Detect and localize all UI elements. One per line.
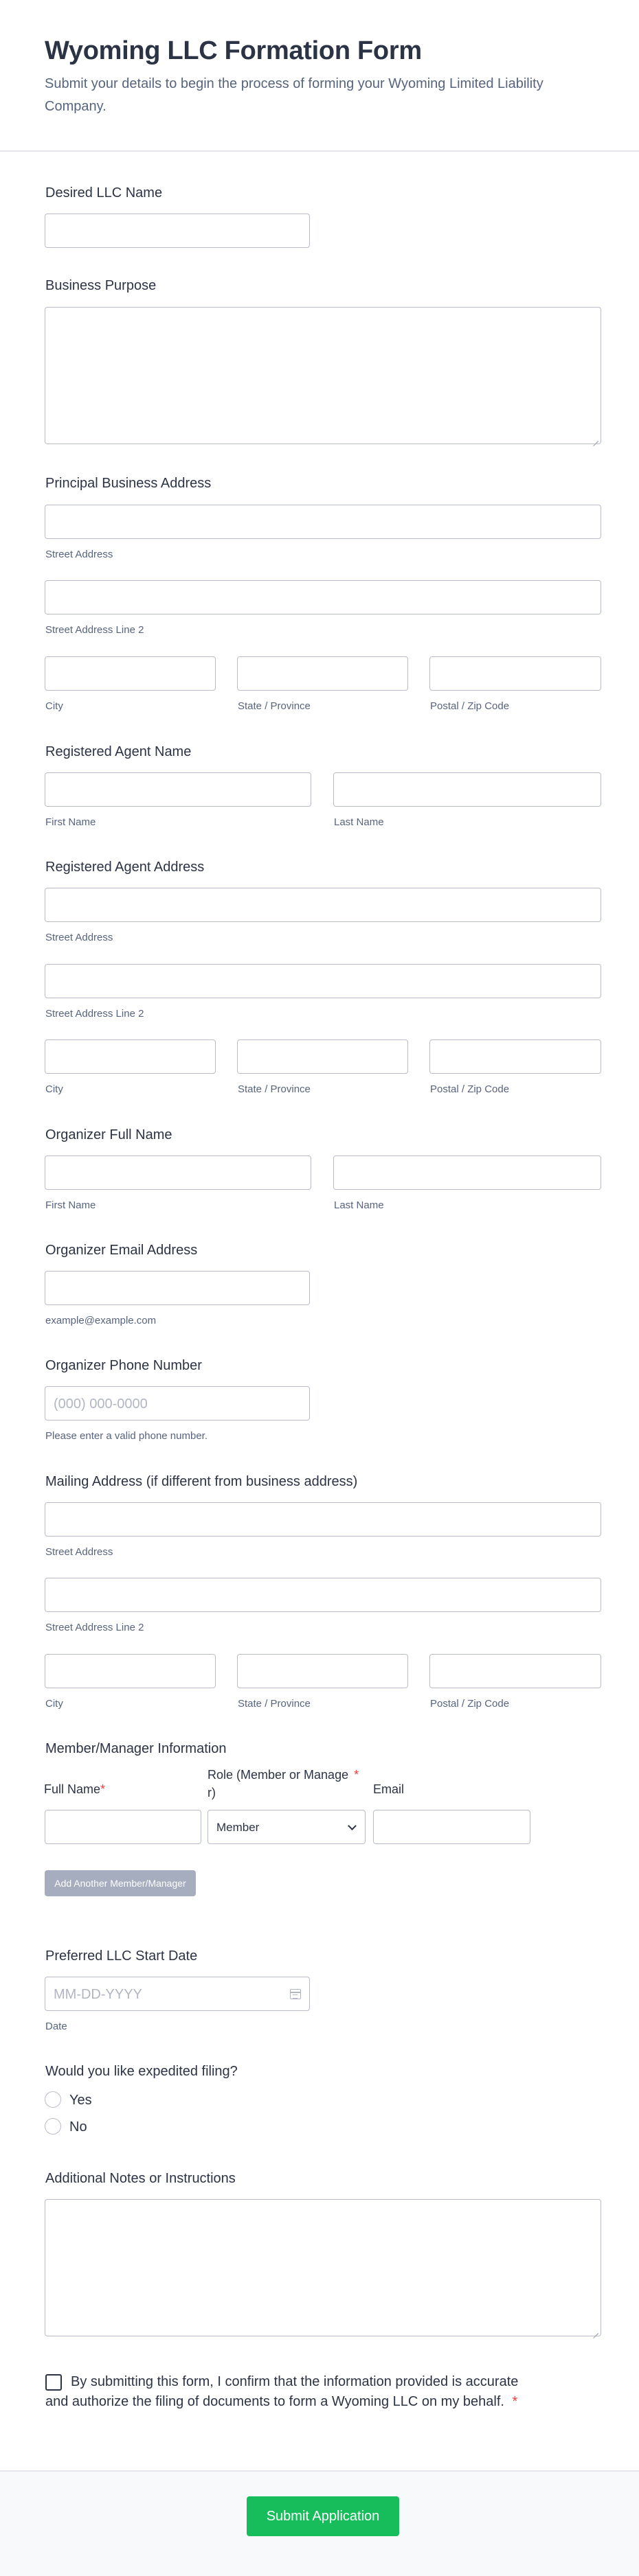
member-role-select[interactable] [208, 1810, 366, 1844]
notes-textarea[interactable] [45, 2199, 601, 2336]
agent-first-name-sublabel: First Name [45, 816, 96, 828]
calendar-icon[interactable] [290, 1989, 301, 1999]
mailing-city-input[interactable] [45, 1654, 216, 1688]
principal-city-input[interactable] [45, 656, 216, 691]
organizer-email-sublabel: example@example.com [45, 1315, 157, 1326]
agent-state-input[interactable] [237, 1039, 408, 1074]
expedited-no-radio[interactable] [45, 2118, 61, 2135]
mailing-street2-sublabel: Street Address Line 2 [45, 1622, 144, 1633]
expedited-label: Would you like expedited filing? [45, 2064, 238, 2079]
principal-zip-sublabel: Postal / Zip Code [430, 700, 510, 712]
member-role-value: Member [216, 1821, 260, 1834]
required-asterisk: * [354, 1768, 359, 1782]
mailing-zip-sublabel: Postal / Zip Code [430, 1698, 510, 1710]
organizer-phone-sublabel: Please enter a valid phone number. [45, 1430, 208, 1442]
date-placeholder: MM-DD-YYYY [54, 1987, 142, 2002]
agent-city-input[interactable] [45, 1039, 216, 1074]
principal-street2-sublabel: Street Address Line 2 [45, 624, 144, 636]
agent-first-name-input[interactable] [45, 772, 311, 807]
organizer-phone-input[interactable] [45, 1386, 310, 1421]
mailing-street2-input[interactable] [45, 1578, 601, 1612]
members-label: Member/Manager Information [45, 1741, 227, 1756]
agent-zip-sublabel: Postal / Zip Code [430, 1083, 510, 1095]
form-header [0, 0, 639, 152]
llc-name-input[interactable] [45, 214, 310, 248]
business-purpose-label: Business Purpose [45, 278, 157, 293]
organizer-last-name-sublabel: Last Name [334, 1199, 384, 1211]
organizer-email-input[interactable] [45, 1271, 310, 1305]
member-full-name-input[interactable] [45, 1810, 201, 1844]
start-date-label: Preferred LLC Start Date [45, 1948, 198, 1964]
notes-label: Additional Notes or Instructions [45, 2171, 236, 2186]
members-col-email: Email [373, 1782, 405, 1796]
resize-grip-icon[interactable] [592, 2327, 598, 2334]
mailing-city-sublabel: City [45, 1698, 63, 1710]
members-col-full-name: Full Name* [44, 1782, 106, 1796]
mailing-street-input[interactable] [45, 1502, 601, 1537]
members-col-role: Role (Member or Manage * r) [208, 1768, 359, 1799]
principal-street-input[interactable] [45, 505, 601, 539]
organizer-last-name-input[interactable] [333, 1155, 601, 1190]
principal-address-label: Principal Business Address [45, 476, 212, 491]
add-member-button[interactable]: Add Another Member/Manager [45, 1870, 196, 1896]
mailing-zip-input[interactable] [429, 1654, 601, 1688]
llc-name-label: Desired LLC Name [45, 185, 163, 200]
agent-street2-sublabel: Street Address Line 2 [45, 1008, 144, 1020]
business-purpose-textarea[interactable] [45, 307, 601, 444]
start-date-input[interactable] [45, 1977, 310, 2011]
principal-street2-input[interactable] [45, 580, 601, 614]
agent-state-sublabel: State / Province [238, 1083, 311, 1095]
agent-street2-input[interactable] [45, 964, 601, 998]
agent-street-input[interactable] [45, 888, 601, 922]
required-asterisk: * [512, 2394, 518, 2409]
agent-zip-input[interactable] [429, 1039, 601, 1074]
chevron-down-icon [348, 1821, 357, 1830]
organizer-phone-label: Organizer Phone Number [45, 1358, 202, 1373]
principal-street-sublabel: Street Address [45, 549, 113, 560]
mailing-street-sublabel: Street Address [45, 1546, 113, 1558]
principal-city-sublabel: City [45, 700, 63, 712]
agent-last-name-input[interactable] [333, 772, 601, 807]
principal-zip-input[interactable] [429, 656, 601, 691]
resize-grip-icon[interactable] [592, 435, 598, 441]
member-email-input[interactable] [373, 1810, 530, 1844]
consent-text[interactable]: By submitting this form, I confirm that the information provided is accurate and authorize the filing of documents to form a Wyoming LLC on my behalf. * [45, 2374, 519, 2409]
organizer-name-label: Organizer Full Name [45, 1127, 172, 1142]
mailing-address-label: Mailing Address (if different from business address) [45, 1474, 358, 1489]
organizer-first-name-sublabel: First Name [45, 1199, 96, 1211]
mailing-state-input[interactable] [237, 1654, 408, 1688]
organizer-email-label: Organizer Email Address [45, 1243, 198, 1258]
submit-button[interactable]: Submit Application [247, 2496, 399, 2536]
mailing-state-sublabel: State / Province [238, 1698, 311, 1710]
agent-last-name-sublabel: Last Name [334, 816, 384, 828]
agent-city-sublabel: City [45, 1083, 63, 1095]
page-subtitle: Submit your details to begin the process of forming your Wyoming Limited Liability Company. [45, 76, 543, 114]
principal-state-sublabel: State / Province [238, 700, 311, 712]
organizer-first-name-input[interactable] [45, 1155, 311, 1190]
agent-name-label: Registered Agent Name [45, 744, 192, 759]
agent-address-label: Registered Agent Address [45, 860, 205, 875]
expedited-yes-label[interactable]: Yes [69, 2093, 92, 2108]
expedited-yes-radio[interactable] [45, 2091, 61, 2108]
principal-state-input[interactable] [237, 656, 408, 691]
agent-street-sublabel: Street Address [45, 932, 113, 943]
expedited-no-label[interactable]: No [69, 2119, 87, 2135]
page-title: Wyoming LLC Formation Form [45, 36, 422, 65]
start-date-sublabel: Date [45, 2021, 67, 2032]
required-asterisk: * [100, 1782, 106, 1796]
phone-placeholder: (000) 000-0000 [54, 1396, 148, 1412]
